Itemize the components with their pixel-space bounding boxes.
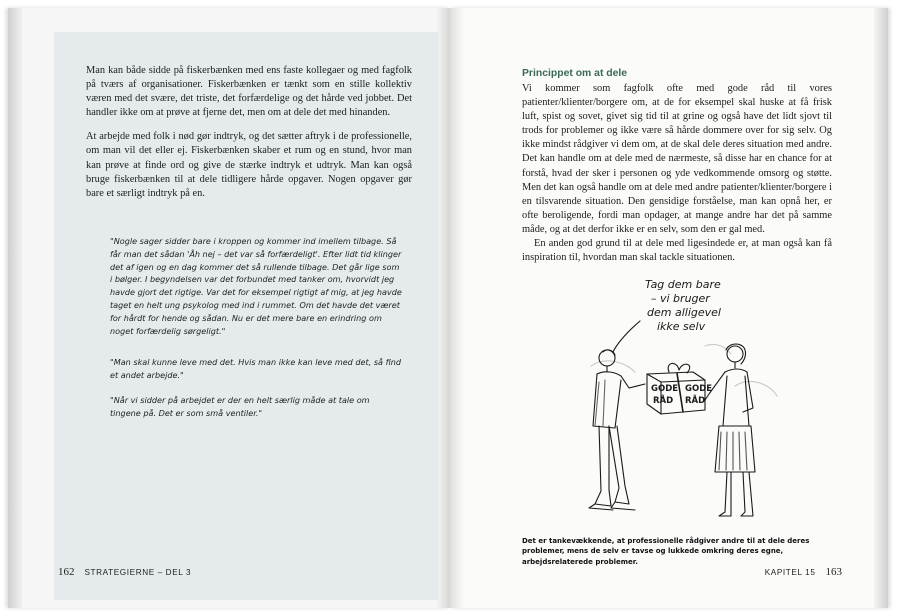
right-body-text (522, 82, 832, 265)
section-heading: Princippet om at dele (522, 68, 628, 79)
box-label-1-line-2: RÅD (653, 396, 674, 406)
right-page-number: 163 (825, 566, 842, 578)
right-folio (765, 566, 842, 578)
left-page-number: 162 (58, 566, 75, 578)
box-label-1-line-1: GODE (651, 384, 679, 394)
speech-line-4: ikke selv (657, 320, 706, 333)
left-running-head: STRATEGIERNE – DEL 3 (84, 568, 192, 577)
gift-box (647, 363, 712, 414)
right-paragraph-1: Vi kommer som fagfolk ofte med gode råd til vores patienter/klienter/borgere om, at de for eksempel skal huske at få frisk luft, spist og sovet, givet sig tid til at grine og også have det lidt sjovt til trods for problemer og ikke være så hårde dommere over for sig selv. Og ikke mindst rådgiver vi dem om, at de skal dele deres situation med andre. Det kan handle om at dele med de nærmeste, så disse har en chance for at forstå, hvad der sker i personen og yde vedkommende omsorg og støtte. Men det kan også handle om at dele med andre patienter/klienter/borgere i en tilsvarende situation. Den gensidige forståelse, man kan opnå her, er ofte beroligende, fordi man opdager, at mange andre har det på samme måde, og at det derfor ikke er en selv, som den er gal med. (522, 83, 832, 235)
left-page-edges (8, 8, 22, 608)
cartoon-illustration (585, 276, 785, 528)
background-scribbles (591, 344, 777, 396)
man-figure (589, 350, 645, 510)
woman-figure (705, 344, 755, 516)
box-label-2-line-2: RÅD (685, 396, 706, 406)
speech-line-2: – vi bruger (651, 292, 710, 305)
left-body-text (86, 64, 412, 211)
quote-3: "Når vi sidder på arbejdet er der en helt særlig måde at tale om tingene på. Det er som små ventiler." (110, 395, 370, 418)
speech-line-3: dem alligevel (647, 306, 721, 319)
book-gutter (436, 8, 464, 608)
speech-line-1: Tag dem bare (645, 278, 721, 291)
left-paragraph-2: At arbejde med folk i nød gør indtryk, og det sætter aftryk i de professionelle, om man vil det eller ej. Fiskerbænken skaber et rum og en stund, hvor man kan prøve at finde ord og give de stærke indtryk et udtryk. Man kan også bruge fiskerbænken til at dele tidligere hårde opgaver. Nogen opgaver gør bare et særligt indtryk på en. (86, 131, 412, 199)
right-running-head: KAPITEL 15 (764, 568, 816, 577)
box-label-2-line-1: GODE (685, 384, 713, 394)
speech-pointer (613, 321, 640, 352)
left-folio (58, 566, 191, 578)
quote-1: "Nogle sager sidder bare i kroppen og kommer ind imellem tilbage. Så får man det sådan 'Åh nej – det var så forfærdeligt'. Efter lidt tid klinger det af igen og en dag kommer det så rullende tilbage. Det går lige som i bølger. I begyndelsen var det forbundet med tanker om, hvorvidt jeg havde gjort det rigtige. Var det for eksempel rigtigt af mig, at jeg havde taget en helt ung psykolog med ind i rummet. Om det havde det været for hårdt for hende og sådan. Nu er det mere bare en erindring om noget forfærdelig sørgeligt." (110, 236, 402, 336)
right-page-edges (874, 8, 888, 608)
illustration-caption: Det er tankevækkende, at professionelle rådgiver andre til at dele deres problemer, mens de selv er tavse og lukkede omkring deres egne, arbejdsrelaterede problemer. (522, 537, 810, 566)
left-paragraph-1: Man kan både sidde på fiskerbænken med ens faste kollegaer og med fagfolk på tværs af organisationer. Fiskerbænken er tænkt som en stille kollektiv væren med det svære, det triste, det forfærdelige og det hårde ved jobbet. Det handler ikke om at prøve at fjerne det, men om at dele det med hinanden. (86, 65, 412, 119)
quote-2: "Man skal kunne leve med det. Hvis man ikke kan leve med det, så find et andet arbejde." (110, 357, 402, 380)
right-paragraph-2: En anden god grund til at dele med ligesindede er, at man også kan få inspiration til, hvordan man skal tackle situationen. (522, 238, 832, 264)
